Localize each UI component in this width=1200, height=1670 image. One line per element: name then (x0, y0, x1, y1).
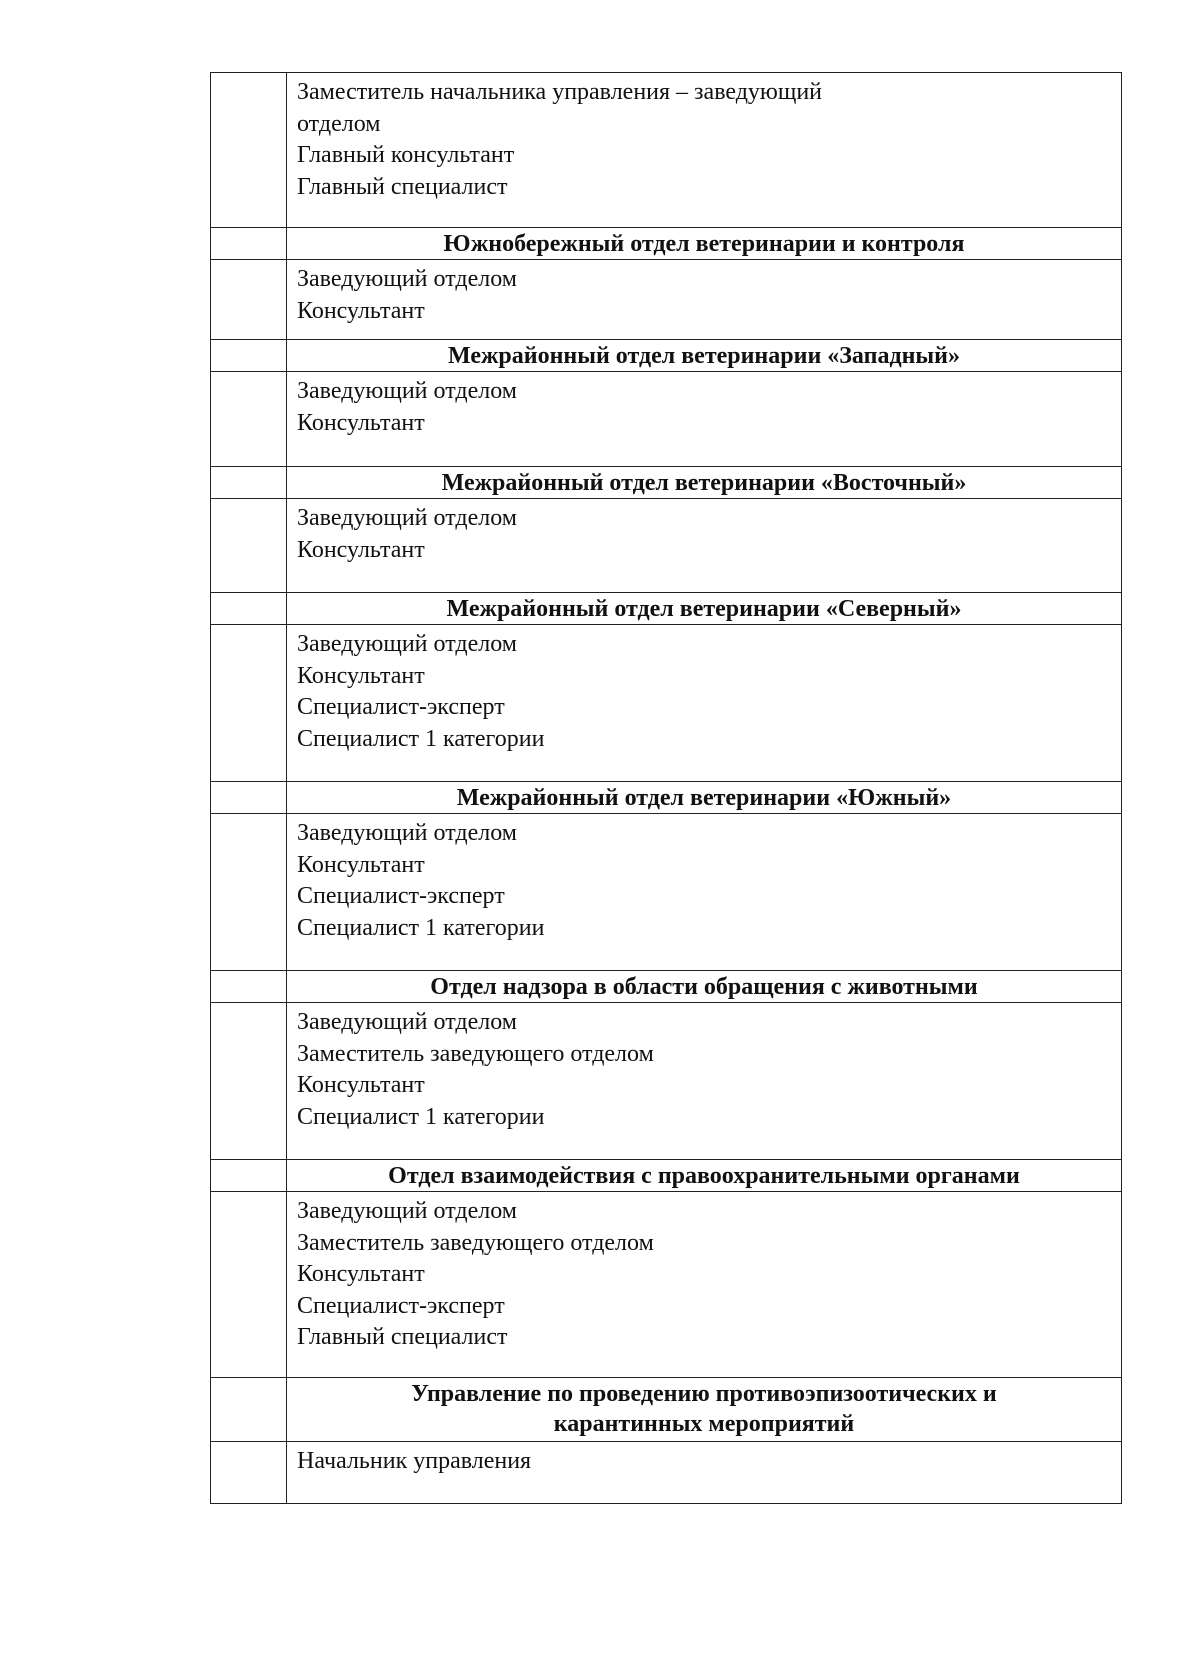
department-title: Межрайонный отдел ветеринарии «Западный» (287, 340, 1122, 372)
number-cell (211, 1003, 287, 1160)
position-line: Заместитель заведующего отделом (297, 1040, 654, 1067)
positions-row (211, 499, 1122, 593)
positions-cell (287, 372, 1122, 467)
department-title-line: карантинных мероприятий (553, 1411, 855, 1437)
position-line: отделом (297, 110, 381, 137)
position-line: Специалист-эксперт (297, 694, 505, 720)
position-line: Консультант (297, 851, 425, 878)
number-cell (211, 593, 287, 625)
position-line: Консультант (297, 1261, 425, 1287)
position-line: Специалист 1 категории (297, 725, 545, 752)
position-line: Специалист 1 категории (297, 1103, 545, 1130)
department-title: Отдел взаимодействия с правоохранительными органами (287, 1160, 1122, 1192)
department-title (287, 1378, 1122, 1442)
department-header-row (211, 782, 1122, 814)
number-cell (211, 340, 287, 372)
positions-row (211, 260, 1122, 340)
position-line: Специалист-эксперт (297, 1292, 505, 1319)
positions-cell (287, 73, 1122, 228)
positions-row (211, 814, 1122, 971)
position-line: Главный консультант (297, 142, 515, 168)
department-header-row (211, 1378, 1122, 1442)
positions-cell (287, 1003, 1122, 1160)
number-cell (211, 467, 287, 499)
number-cell (211, 1442, 287, 1504)
position-line: Заместитель заведующего отделом (297, 1229, 654, 1256)
number-cell (211, 814, 287, 971)
number-cell (211, 73, 287, 228)
department-title: Межрайонный отдел ветеринарии «Южный» (287, 782, 1122, 814)
position-line: Заведующий отделом (297, 1198, 517, 1224)
position-line: Специалист 1 категории (297, 914, 545, 941)
position-line: Консультант (297, 409, 425, 436)
department-title: Межрайонный отдел ветеринарии «Северный» (287, 593, 1122, 625)
department-header-row (211, 593, 1122, 625)
department-header-row (211, 467, 1122, 499)
position-line: Заведующий отделом (297, 378, 517, 404)
department-header-row (211, 1160, 1122, 1192)
position-line: Консультант (297, 1072, 425, 1098)
positions-cell (287, 499, 1122, 593)
number-cell (211, 260, 287, 340)
department-title: Отдел надзора в области обращения с животными (287, 971, 1122, 1003)
position-line: Консультант (297, 536, 425, 563)
position-line: Консультант (297, 297, 425, 324)
department-header-row (211, 340, 1122, 372)
position-line: Заведующий отделом (297, 266, 517, 292)
department-title-line: Управление по проведению противоэпизоотических и (411, 1381, 997, 1407)
position-line: Заместитель начальника управления – заведующий (297, 79, 823, 105)
positions-row (211, 1442, 1122, 1504)
number-cell (211, 971, 287, 1003)
position-line: Заведующий отделом (297, 505, 517, 531)
position-line: Консультант (297, 662, 425, 689)
positions-cell (287, 1442, 1122, 1504)
department-header-row (211, 228, 1122, 260)
department-title: Межрайонный отдел ветеринарии «Восточный» (287, 467, 1122, 499)
position-line: Главный специалист (297, 1324, 508, 1350)
department-title: Южнобережный отдел ветеринарии и контроля (287, 228, 1122, 260)
positions-row (211, 625, 1122, 782)
positions-row (211, 372, 1122, 467)
number-cell (211, 372, 287, 467)
positions-cell (287, 1192, 1122, 1378)
positions-cell (287, 814, 1122, 971)
position-line: Заведующий отделом (297, 820, 517, 846)
position-line: Главный специалист (297, 173, 508, 200)
staff-positions-table (210, 72, 1122, 1504)
position-line: Заведующий отделом (297, 1009, 517, 1035)
number-cell (211, 1378, 287, 1442)
department-header-row (211, 971, 1122, 1003)
positions-cell (287, 260, 1122, 340)
number-cell (211, 782, 287, 814)
position-line: Начальник управления (297, 1448, 532, 1474)
positions-row (211, 73, 1122, 228)
number-cell (211, 1192, 287, 1378)
number-cell (211, 625, 287, 782)
number-cell (211, 499, 287, 593)
position-line: Специалист-эксперт (297, 883, 505, 909)
number-cell (211, 228, 287, 260)
positions-row (211, 1003, 1122, 1160)
positions-row (211, 1192, 1122, 1378)
position-line: Заведующий отделом (297, 631, 517, 657)
positions-cell (287, 625, 1122, 782)
number-cell (211, 1160, 287, 1192)
